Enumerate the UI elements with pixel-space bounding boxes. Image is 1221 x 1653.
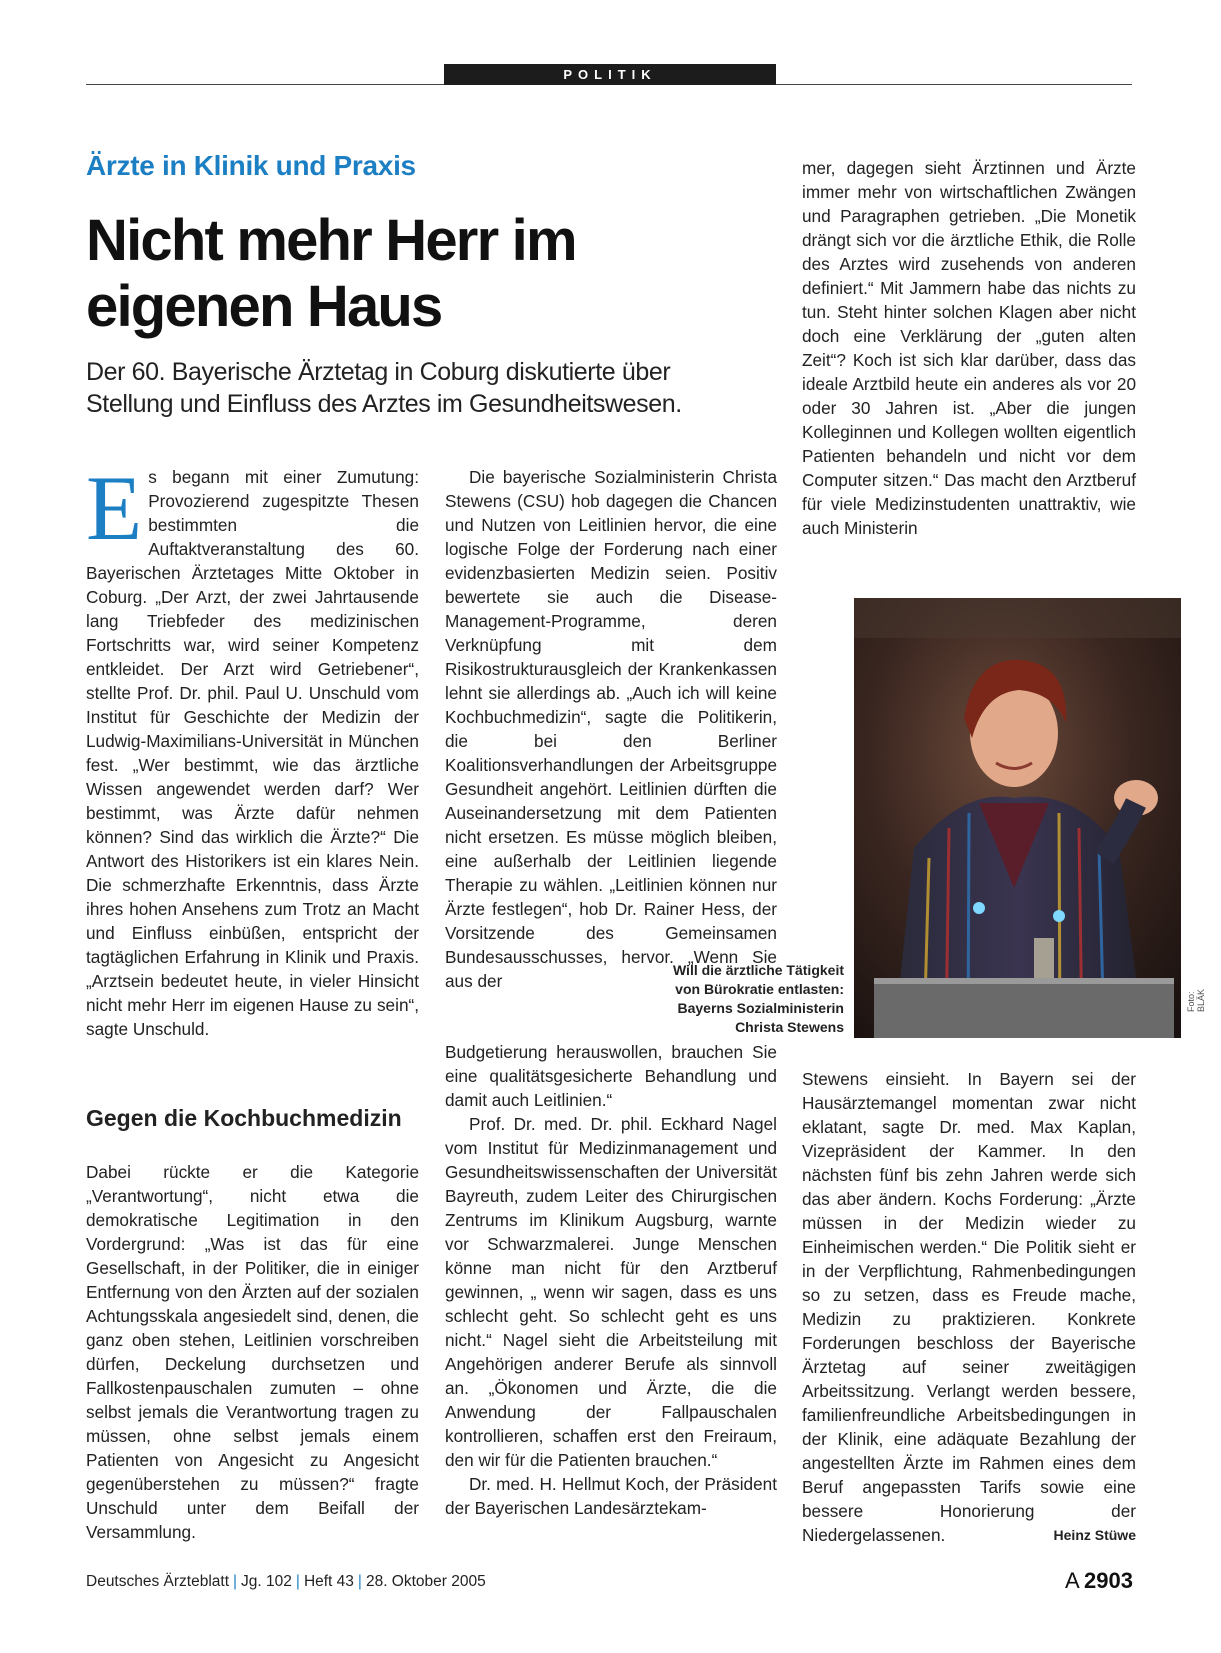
separator: | [295,1573,300,1590]
column-3-top [802,156,1136,540]
caption-line: Bayerns Sozialministerin [677,1000,844,1016]
column-1-intro [86,457,419,1041]
paragraph: Prof. Dr. med. Dr. phil. Eckhard Nagel vom Institut für Medizinmanagement und Gesundheitswissenschaften der Universität Bayreuth, zudem Leiter des Chirurgischen Zentrums im Klinikum Augsburg, warnte vor Schwarzmalerei. Junge Menschen könne man nicht für den Arztberuf gewinnen, „ wenn wir sagen, dass es uns schlecht geht. So schlecht geht es uns nicht.“ Nagel sieht die Arbeitsteilung mit Angehörigen anderer Berufe als sinnvoll an. „Ökonomen und Ärzte, die die Anwendung der Fallpauschalen kontrollieren, schaffen erst den Freiraum, den wir für die Patienten brauchen.“ [445,1114,777,1470]
headline: Nicht mehr Herr im eigenen Haus [86,208,576,339]
separator: | [357,1573,362,1590]
paragraph-text: Stewens einsieht. In Bayern sei der Hausärztemangel momentan zwar nicht eklatant, sagte Dr. med. Max Kaplan, Vizepräsident der Kammer. In den nächsten fünf bis zehn Jahren werde sich das aber ändern. Kochs Forderung: „Ärzte müssen in der Medizin wieder zu Einheimischen werden.“ Die Politik sieht er in der Verpflichtung, Rahmenbedingungen so zu setzen, dass es Freude mache, Medizin zu praktizieren. Konkrete Forderungen beschloss der Bayerische Ärztetag auf seiner zweitägigen Arbeitssitzung. Verlangt werden bessere, familienfreundliche Arbeitsbedingungen in der Klinik, eine adäquate Bezahlung der angestellten Ärzte im Rahmen eines dem Beruf angepassten Tarifs sowie eine bessere Honorierung der Niedergelassenen. [802,1069,1136,1545]
subheading: Gegen die Kochbuchmedizin [86,1105,402,1131]
paragraph: Dr. med. H. Hellmut Koch, der Präsident der Bayerischen Landesärztekam- [445,1474,777,1518]
photo-caption [630,961,844,1037]
caption-line: Will die ärztliche Tätigkeit [672,962,844,978]
paragraph: Die bayerische Sozialministerin Christa Stewens (CSU) hob dagegen die Chancen und Nutzen von Leitlinien hervor, die eine logische Folge der Forderung nach einer evidenzbasierten Medizin seien. Positiv bewertete sie auch die Disease-Management-Programme, deren Verknüpfung mit dem Risikostrukturausgleich der Krankenkassen lehnt sie allerdings ab. „Auch ich will keine Kochbuchmedizin“, sagte die Politikerin, die bei den Berliner Koalitionsverhandlungen der Arbeitsgruppe Gesundheit angehört. Leitlinien dürften die Auseinandersetzung mit dem Patienten nicht ersetzen. Es müsse möglich bleiben, eine außerhalb der Leitlinien liegende Therapie zu wählen. „Leitlinien können nur Ärzte festlegen“, hob Dr. Rainer Hess, der Vorsitzende des Gemeinsamen Bundesausschusses, hervor. „Wenn Sie aus der [445,467,777,991]
caption-line: von Bürokratie entlasten: [675,981,844,997]
column-1-continued [86,1160,419,1544]
column-2-top [445,465,777,993]
page-value: 2903 [1084,1568,1133,1593]
standfirst: Der 60. Bayerische Ärztetag in Coburg diskutierte über Stellung und Einfluss des Arztes im Gesundheitswesen. [86,358,682,418]
caption-line: Christa Stewens [735,1019,844,1035]
issue: Heft 43 [303,1573,354,1590]
journal-name: Deutsches Ärzteblatt [86,1573,230,1590]
column-3-bottom [802,1067,1136,1547]
paragraph [802,1067,1136,1547]
section-label: POLITIK [444,64,776,85]
footer [86,1573,486,1591]
author: Heinz Stüwe [1053,1527,1136,1543]
photo-credit: Foto: BLÄK [1186,988,1206,1012]
speaker-photo [854,598,1181,1038]
page-number [1065,1568,1133,1594]
paragraph: Dabei rückte er die Kategorie „Verantwortung“, nicht etwa die demokratische Legitimation in den Vordergrund: „Was ist das für eine Gesellschaft, in der Politiker, die in einiger Entfernung von den Ärzten auf der sozialen Achtungsskala angesiedelt sind, denen, die ganz oben stehen, Leitlinien vorschreiben dürfen, Deckelung durchsetzen und Fallkostenpauschalen zumuten – ohne selbst jemals die Verantwortung tragen zu müssen, ohne selbst jemals einem Patienten von Angesicht zu Angesicht gegenüberstehen zu müssen?“ fragte Unschuld unter dem Beifall der Versammlung. [86,1162,419,1542]
column-2-bottom [445,1040,777,1520]
paragraph: s begann mit einer Zumutung: Provozierend zugespitzte Thesen bestimmten die Auftaktveranstaltung des 60. Bayerischen Ärztetages Mitte Oktober in Coburg. „Der Arzt, der zwei Jahrtausende lang Triebfeder des medizinischen Fortschritts war, wird seiner Kompetenz entkleidet. Der Arzt wird Getriebener“, stellte Prof. Dr. phil. Paul U. Unschuld vom Institut für Geschichte der Medizin der Ludwig-Maximilians-Universität in München fest. „Wer bestimmt, wie das ärztliche Wissen angewendet werden darf? Wer bestimmt, was Ärzte dafür nehmen können? Sind das wirklich die Ärzte?“ Die Antwort des Historikers ist ein klares Nein. Die schmerzhafte Erkenntnis, dass Ärzte ihres hohen Ansehens zum Trotz an Macht und Einfluss einbüßen, entspricht der tagtäglichen Erfahrung in Klinik und Praxis. „Arztsein bedeutet heute, in vieler Hinsicht nicht mehr Herr im eigenen Hause zu sein“, sagte Unschuld. [86,467,419,1039]
separator: | [233,1573,238,1590]
volume: Jg. 102 [241,1573,292,1590]
kicker: Ärzte in Klinik und Praxis [86,150,416,181]
drop-cap: E [86,457,143,559]
page-prefix: A [1064,1568,1080,1593]
paragraph: mer, dagegen sieht Ärztinnen und Ärzte immer mehr von wirtschaftlichen Zwängen und Paragraphen getrieben. „Die Monetik drängt sich vor die ärztliche Ethik, die Rolle des Arztes wird zusehends von anderen definiert.“ Mit Jammern habe das nichts zu tun. Steht hinter solchen Klagen aber nicht doch eine Verklärung der „guten alten Zeit“? Koch ist sich klar darüber, dass das ideale Arztbild heute ein anderes als vor 20 oder 30 Jahren ist. „Aber die jungen Kolleginnen und Kollegen wollten eigentlich Patienten behandeln und nicht vor dem Computer sitzen.“ Das macht den Arztberuf für viele Medizinstudenten unattraktiv, wie auch Ministerin [802,158,1136,538]
date: 28. Oktober 2005 [365,1573,486,1590]
photo-illustration [854,598,1181,1038]
paragraph: Budgetierung herauswollen, brauchen Sie eine qualitätsgesicherte Behandlung und damit auch Leitlinien.“ [445,1042,777,1110]
